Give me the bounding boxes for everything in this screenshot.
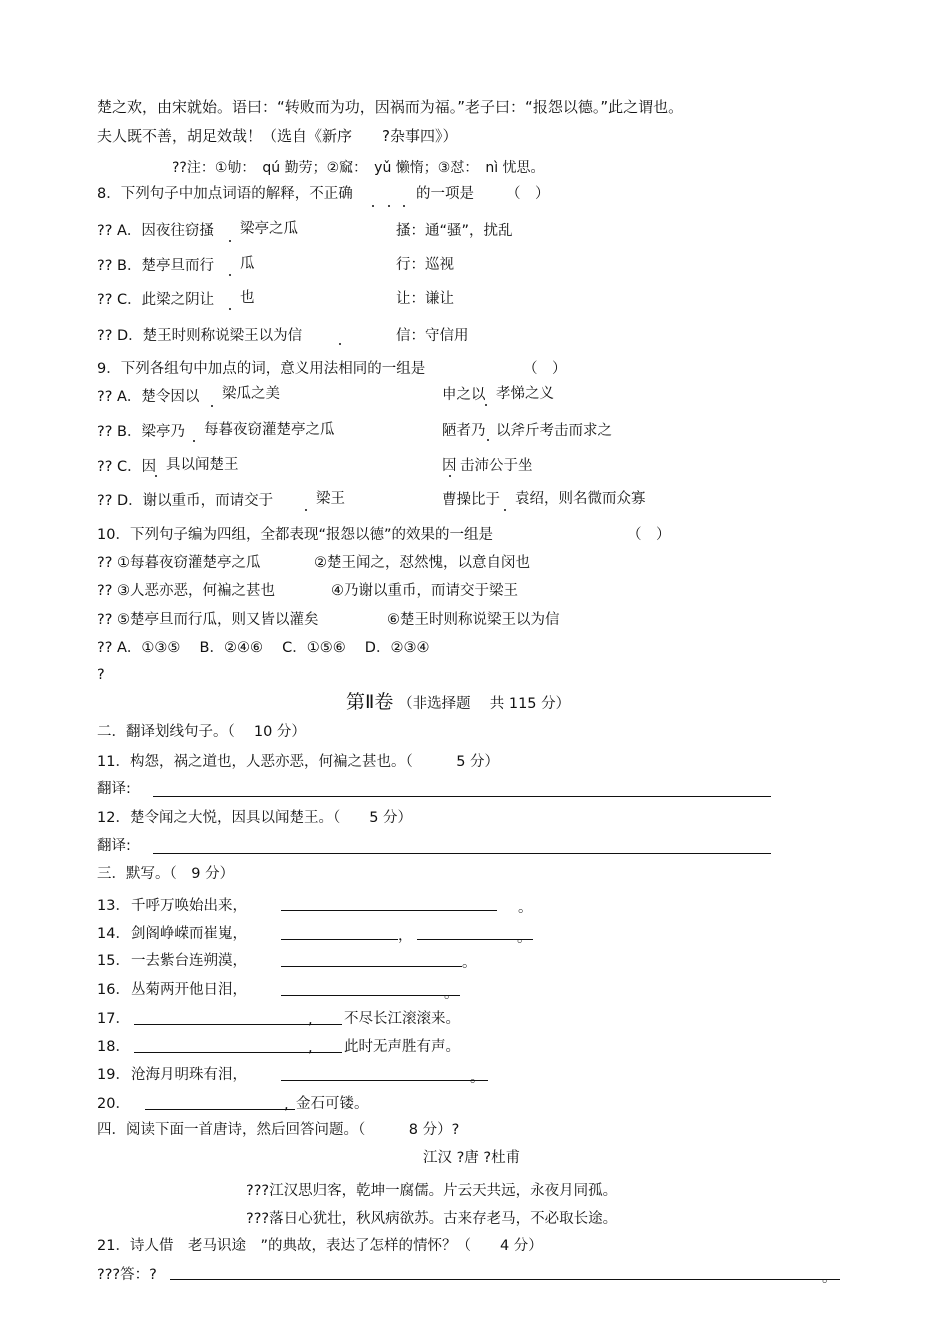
poem-title: 江汉 ?唐 ?杜甫 <box>423 1150 521 1166</box>
q11-text: 11．构怨，祸之道也，人恶亦恶，何褊之甚也。（ 5 分） <box>97 754 500 770</box>
q8-stem-text: 8．下列句子中加点词语的解释，不正确 <box>97 186 353 202</box>
q9-stem: 9．下列各组句中加点的词，意义用法相同的一组是 <box>97 361 426 377</box>
q9-option-a-mid: 梁瓜之美 <box>222 386 280 402</box>
q10-row-2a: ?? ③人恶亦恶，何褊之甚也 <box>97 583 275 599</box>
q13-pre: 千呼万唤始出来， <box>131 898 247 914</box>
q17-num: 17． <box>97 1011 130 1027</box>
q15-pre: 一去紫台连朔漠， <box>131 953 247 969</box>
q13-num: 13． <box>97 898 130 914</box>
q18-post: 此时无声胜有声。 <box>344 1039 460 1055</box>
emphasis-dot <box>485 404 487 406</box>
emphasis-dot <box>229 274 231 276</box>
passage-note: ??注：①劬： qú 勤劳；②窳： yǔ 懒惰；③怼： nì 忧思。 <box>172 160 545 176</box>
q16-post: 。 <box>444 986 459 1002</box>
q12-label: 翻译: <box>97 838 131 854</box>
q17-post: 不尽长江滚滚来。 <box>344 1011 460 1027</box>
q19-pre: 沧海月明珠有泪， <box>131 1067 247 1083</box>
q10-paren: （ ） <box>627 527 671 543</box>
passage-line-1: 楚之欢，由宋就始。语曰：“转败而为功，因祸而为福。”老子曰：“报怨以德。”此之谓也。 <box>97 98 684 116</box>
q21-answer-line[interactable] <box>170 1279 840 1280</box>
emphasis-dot <box>155 475 157 477</box>
q12-text: 12．楚令闻之大悦，因具以闻楚王。（ 5 分） <box>97 810 413 826</box>
sec3-heading: 三．默写。（ 9 分） <box>97 866 235 882</box>
q19-num: 19． <box>97 1067 130 1083</box>
q20-post: 金石可镂。 <box>296 1096 369 1112</box>
part2-title: 第Ⅱ卷 <box>346 691 394 713</box>
q10-row-1a: ?? ①每暮夜窃灌楚亭之瓜 <box>97 555 261 571</box>
emphasis-dot <box>487 439 489 441</box>
q8-stem <box>97 184 353 204</box>
q9-paren: （ ） <box>523 361 567 377</box>
q10-row-3b: ⑥楚王时则称说梁王以为信 <box>387 612 560 628</box>
q19-post: 。 <box>470 1070 485 1086</box>
q10-choices: ?? A．①③⑤ B．②④⑥ C．①⑤⑥ D．②③④ <box>97 640 430 656</box>
q9-option-b: ?? B．梁亭乃 <box>97 424 185 440</box>
emphasis-dot <box>211 405 213 407</box>
q16-pre: 丛菊两开他日泪， <box>131 982 247 998</box>
q10-stem: 10．下列句子编为四组，全都表现“报怨以德”的效果的一组是 <box>97 527 493 543</box>
q21-answer-label: ???答：? <box>97 1267 157 1283</box>
q16-blank[interactable] <box>281 995 460 996</box>
q13-blank[interactable] <box>281 910 497 911</box>
emphasis-dot <box>193 440 195 442</box>
q8-option-a: ?? A．因夜往窃搔 <box>97 223 214 239</box>
q14-blank-2[interactable] <box>417 939 533 940</box>
poem-line-1: ???江汉思归客，乾坤一腐儒。片云天共远，永夜月同孤。 <box>246 1183 618 1199</box>
q9-option-a-right: 申之以 <box>442 387 486 403</box>
q21-text: 21．诗人借 老马识途 ”的典故，表达了怎样的情怀？（ 4 分） <box>97 1238 543 1254</box>
q8-option-c-mid: 也 <box>240 290 255 306</box>
q8-stem-tail: 的一项是 <box>416 186 474 202</box>
q15-blank[interactable] <box>281 966 462 967</box>
q18-comma: , <box>308 1040 313 1056</box>
q14-end: 。 <box>517 930 532 946</box>
q8-option-a-mid: 梁亭之瓜 <box>240 221 298 237</box>
q14-num: 14． <box>97 926 130 942</box>
emphasis-dot <box>403 205 405 207</box>
q14-post: ， <box>398 928 413 944</box>
emphasis-dot <box>229 308 231 310</box>
q9-option-d-right-b: 袁绍，则名微而众寡 <box>515 491 646 507</box>
q17-comma: , <box>308 1012 313 1028</box>
q8-paren: （ ） <box>506 186 550 202</box>
q9-option-c: ?? C．因 <box>97 459 157 475</box>
emphasis-dot <box>504 509 506 511</box>
q19-blank[interactable] <box>281 1080 488 1081</box>
sec4-heading: 四．阅读下面一首唐诗，然后回答问题。（ 8 分）? <box>97 1122 460 1138</box>
poem-line-2: ???落日心犹壮，秋风病欲苏。古来存老马，不必取长途。 <box>246 1211 618 1227</box>
q8-option-b-mid: 瓜 <box>240 256 255 272</box>
q9-option-d-right: 曹操比于 <box>442 492 500 508</box>
q10-row-2b: ④乃谢以重币，而请交于梁王 <box>331 583 518 599</box>
q8-option-b-gloss: 行：巡视 <box>396 257 454 273</box>
q8-option-d: ?? D．楚王时则称说梁王以为信 <box>97 328 303 344</box>
q9-option-b-right: 陋者乃 <box>442 423 486 439</box>
emphasis-dot <box>229 240 231 242</box>
emphasis-dot <box>388 205 390 207</box>
q10-stray: ? <box>97 667 105 683</box>
q8-option-b: ?? B．楚亭旦而行 <box>97 258 214 274</box>
q8-option-c-gloss: 让：谦让 <box>396 291 454 307</box>
q9-option-b-right-b: 以斧斤考击而求之 <box>496 423 612 439</box>
part2-heading <box>346 692 570 714</box>
q9-option-b-mid: 每暮夜窃灌楚亭之瓜 <box>204 422 335 438</box>
q11-answer-line[interactable] <box>153 796 771 797</box>
q9-option-d-mid: 梁王 <box>316 491 345 507</box>
q8-option-d-gloss: 信：守信用 <box>396 328 469 344</box>
passage-line-2: 夫人既不善，胡足效哉！（选自《新序 ?杂事四》） <box>97 127 458 145</box>
q9-option-c-right-b: 击沛公于坐 <box>460 458 533 474</box>
q10-row-1b: ②楚王闻之，怼然愧，以意自闵也 <box>314 555 530 571</box>
q16-num: 16． <box>97 982 130 998</box>
q11-label: 翻译: <box>97 781 131 797</box>
emphasis-dot <box>449 475 451 477</box>
q8-option-c: ?? C．此梁之阴让 <box>97 292 215 308</box>
q9-option-c-right: 因 <box>442 458 457 474</box>
q15-post: 。 <box>462 955 477 971</box>
sec2-heading: 二．翻译划线句子。（ 10 分） <box>97 724 306 740</box>
emphasis-dot <box>372 205 374 207</box>
q20-comma: , <box>284 1097 289 1113</box>
q8-option-a-gloss: 搔：通“骚”，扰乱 <box>396 223 513 239</box>
q10-row-3a: ?? ⑤楚亭旦而行瓜，则又皆以灌矣 <box>97 612 319 628</box>
part2-subtitle: （非选择题 共 115 分） <box>398 696 571 712</box>
q9-option-d: ?? D．谢以重币，而请交于 <box>97 493 274 509</box>
q13-post: 。 <box>518 900 533 916</box>
emphasis-dot <box>339 343 341 345</box>
emphasis-dot <box>305 509 307 511</box>
q9-option-c-mid: 具以闻楚王 <box>166 457 239 473</box>
q18-num: 18． <box>97 1039 130 1055</box>
q9-option-a-right-b: 孝悌之义 <box>496 386 554 402</box>
q9-option-a: ?? A．楚令因以 <box>97 389 200 405</box>
q20-num: 20． <box>97 1096 130 1112</box>
q15-num: 15． <box>97 953 130 969</box>
q21-answer-end: 。 <box>822 1270 837 1286</box>
q14-blank-1[interactable] <box>281 939 398 940</box>
q12-answer-line[interactable] <box>153 853 771 854</box>
q14-pre: 剑阁峥嵘而崔嵬， <box>131 926 247 942</box>
q20-blank[interactable] <box>145 1109 295 1110</box>
